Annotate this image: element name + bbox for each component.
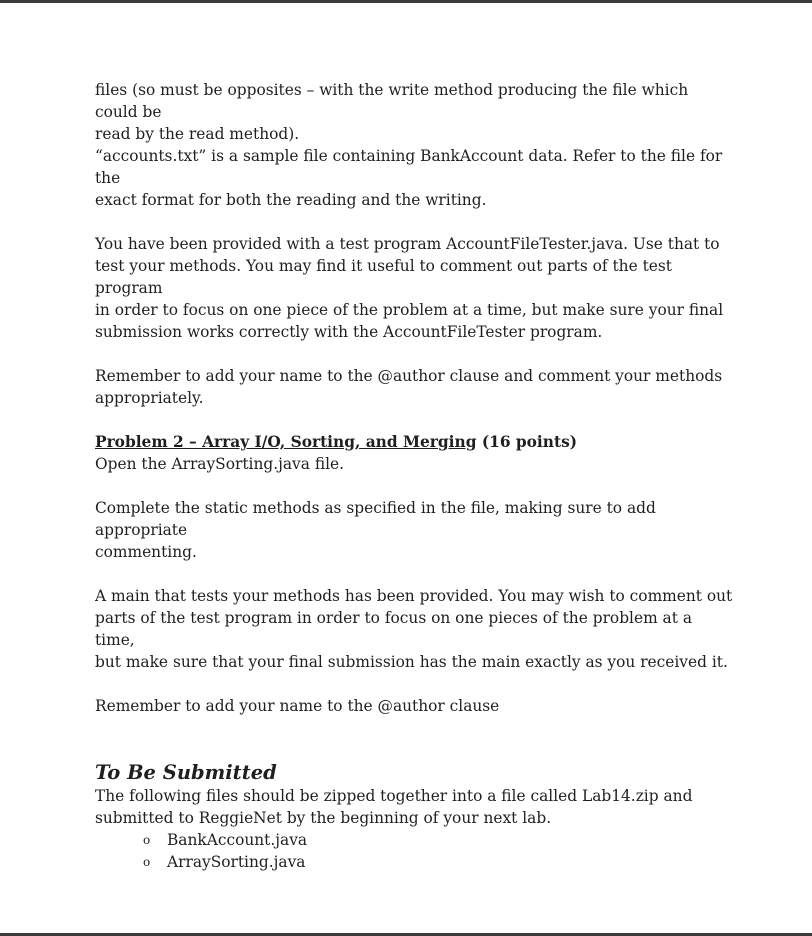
text-line: commenting. <box>95 543 197 561</box>
text-line: files (so must be opposites – with the write method producing the file which could be <box>95 81 689 121</box>
document-body <box>95 79 735 873</box>
paragraph-static-methods <box>95 497 735 563</box>
text-line: Remember to add your name to the @author clause <box>95 697 500 715</box>
problem-2-points: (16 points) <box>476 433 578 451</box>
file-name: BankAccount.java <box>167 831 308 849</box>
paragraph-author-reminder <box>95 365 735 409</box>
text-line: The following files should be zipped together into a file called Lab14.zip and <box>95 787 693 805</box>
paragraph-main-provided <box>95 585 735 673</box>
page-top-border <box>0 0 812 3</box>
text-line: parts of the test program in order to focus on one pieces of the problem at a time, <box>95 609 692 649</box>
text-line: Remember to add your name to the @author clause and comment your methods <box>95 367 723 385</box>
text-line: in order to focus on one piece of the problem at a time, but make sure your final <box>95 301 724 319</box>
text-line: test your methods. You may find it useful to comment out parts of the test program <box>95 257 672 297</box>
text-line: but make sure that your final submission has the main exactly as you received it. <box>95 653 728 671</box>
paragraph-submission <box>95 785 735 829</box>
paragraph-gap <box>95 409 735 431</box>
text-line: “accounts.txt” is a sample file containing BankAccount data. Refer to the file for the <box>95 147 723 187</box>
paragraph-gap <box>95 475 735 497</box>
submission-file-list <box>95 829 735 873</box>
file-name: ArraySorting.java <box>167 853 306 871</box>
paragraph-gap <box>95 211 735 233</box>
problem-2-heading <box>95 431 735 453</box>
text-line: submitted to ReggieNet by the beginning of your next lab. <box>95 809 552 827</box>
list-item <box>143 829 735 851</box>
hollow-bullet-icon: o <box>143 855 151 869</box>
text-line: A main that tests your methods has been provided. You may wish to comment out <box>95 587 733 605</box>
text-line: appropriately. <box>95 389 204 407</box>
text-line: submission works correctly with the AccountFileTester program. <box>95 323 603 341</box>
paragraph-test-program <box>95 233 735 343</box>
text-line: Open the ArraySorting.java file. <box>95 455 345 473</box>
list-item <box>143 851 735 873</box>
text-line: read by the read method). <box>95 125 300 143</box>
paragraph-gap <box>95 343 735 365</box>
paragraph-gap <box>95 673 735 695</box>
paragraph-file-io <box>95 79 735 211</box>
problem-2-title: Problem 2 – Array I/O, Sorting, and Merging <box>95 433 477 451</box>
paragraph-gap <box>95 563 735 585</box>
to-be-submitted-heading: To Be Submitted <box>95 761 277 784</box>
text-line: exact format for both the reading and the writing. <box>95 191 487 209</box>
hollow-bullet-icon: o <box>143 833 151 847</box>
text-line: You have been provided with a test program AccountFileTester.java. Use that to <box>95 235 720 253</box>
text-line: Complete the static methods as specified in the file, making sure to add appropriate <box>95 499 656 539</box>
